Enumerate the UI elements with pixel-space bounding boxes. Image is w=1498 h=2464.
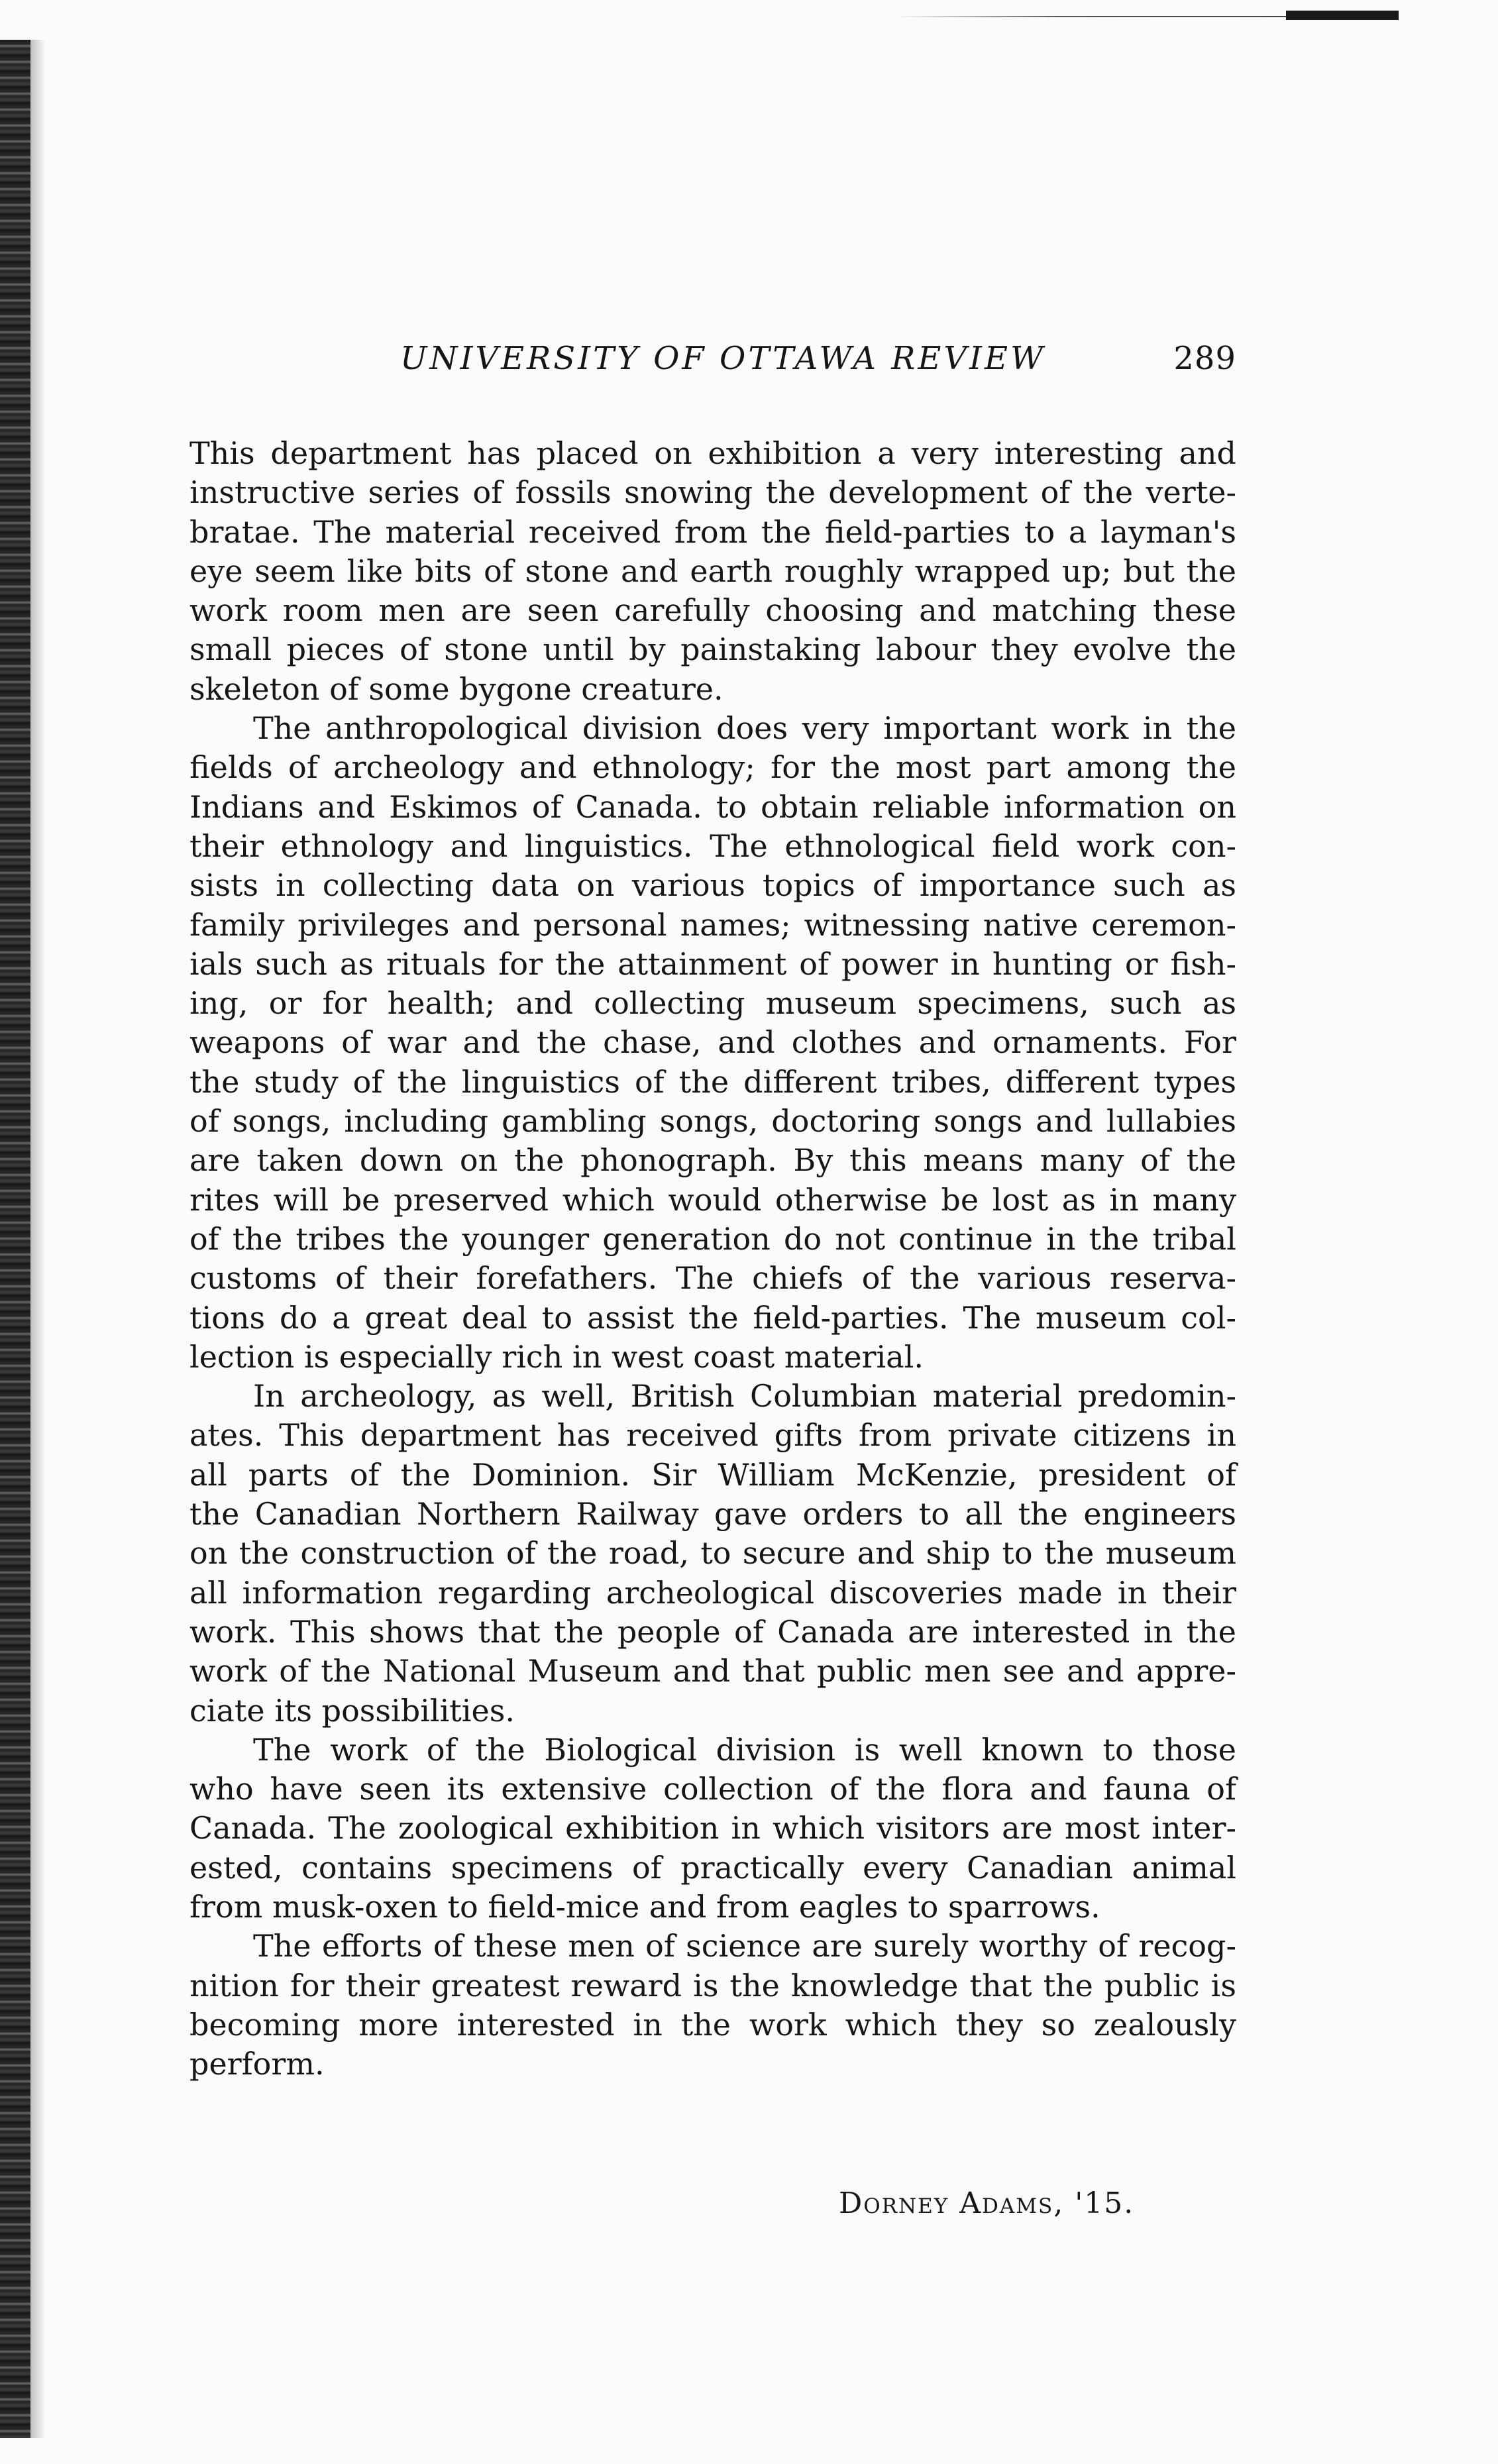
text-line: of the tribes the younger generation do not continue in the tribal (189, 1220, 1236, 1257)
text-line: all parts of the Dominion. Sir William McKenzie, president of (189, 1456, 1236, 1493)
text-line: ciate its possibilities. (189, 1692, 515, 1729)
scan-artifact-mark (895, 7, 1399, 24)
scan-artifact-bar (1286, 11, 1399, 20)
text-line: on the construction of the road, to secure and ship to the museum (189, 1535, 1236, 1572)
text-line: Canada. The zoological exhibition in which visitors are most inter- (189, 1810, 1236, 1847)
text-line: of songs, including gambling songs, doctoring songs and lullabies (189, 1103, 1236, 1140)
text-line: their ethnology and linguistics. The ethnological field work con- (189, 828, 1236, 864)
running-header (189, 335, 1236, 388)
text-line: the study of the linguistics of the different tribes, different types (189, 1063, 1236, 1100)
text-line: skeleton of some bygone creature. (189, 670, 723, 707)
article-body (189, 434, 1236, 2084)
text-line: the Canadian Northern Railway gave orders to all the engineers (189, 1496, 1236, 1532)
author-signature: Dorney Adams, '15. (839, 2186, 1135, 2220)
text-line: ing, or for health; and collecting museum specimens, such as (189, 985, 1236, 1022)
text-line: bratae. The material received from the field-parties to a layman's (189, 513, 1236, 550)
journal-title: UNIVERSITY OF OTTAWA REVIEW (400, 340, 1046, 377)
text-line: from musk-oxen to field-mice and from eagles to sparrows. (189, 1888, 1100, 1925)
text-line: ested, contains specimens of practically every Canadian animal (189, 1849, 1236, 1886)
text-line: fields of archeology and ethnology; for the most part among the (189, 749, 1236, 786)
text-line: family privileges and personal names; witnessing native ceremon- (189, 906, 1236, 943)
text-line: all information regarding archeological discoveries made in their (189, 1574, 1236, 1611)
text-line: work. This shows that the people of Canada are interested in the (189, 1613, 1236, 1650)
text-line: becoming more interested in the work which they so zealously (189, 2006, 1236, 2043)
text-line: Indians and Eskimos of Canada. to obtain reliable information on (189, 788, 1236, 825)
paragraph-start-line: The efforts of these men of science are surely worthy of recog- (253, 1928, 1236, 1964)
text-line: nition for their greatest reward is the knowledge that the public is (189, 1967, 1236, 2004)
page-number: 289 (1173, 340, 1236, 377)
text-line: perform. (189, 2046, 325, 2082)
text-line: instructive series of fossils snowing the development of the verte- (189, 474, 1236, 511)
text-line: work of the National Museum and that public men see and appre- (189, 1653, 1236, 1689)
scan-artifact-line (895, 16, 1312, 17)
binding-shadow (30, 40, 45, 2438)
text-line: lection is especially rich in west coast material. (189, 1338, 924, 1375)
paragraph-start-line: The work of the Biological division is well known to those (253, 1731, 1236, 1768)
text-line: rites will be preserved which would otherwise be lost as in many (189, 1181, 1236, 1218)
text-line: small pieces of stone until by painstaking labour they evolve the (189, 631, 1236, 668)
paragraph-start-line: The anthropological division does very important work in the (253, 710, 1236, 747)
text-line: weapons of war and the chase, and clothes and ornaments. For (189, 1024, 1236, 1061)
text-line: tions do a great deal to assist the field-parties. The museum col- (189, 1299, 1236, 1336)
text-line: sists in collecting data on various topics of importance such as (189, 867, 1236, 904)
text-line: customs of their forefathers. The chiefs of the various reserva- (189, 1260, 1236, 1297)
text-line: who have seen its extensive collection of the flora and fauna of (189, 1771, 1236, 1807)
text-line: ates. This department has received gifts from private citizens in (189, 1417, 1236, 1454)
text-line: work room men are seen carefully choosing and matching these (189, 592, 1236, 629)
paragraph-start-line: In archeology, as well, British Columbian material predomin- (253, 1378, 1236, 1415)
text-line: eye seem like bits of stone and earth roughly wrapped up; but the (189, 553, 1236, 589)
scanned-binding-edge (0, 40, 30, 2438)
text-line: ials such as rituals for the attainment of power in hunting or fish- (189, 945, 1236, 982)
text-line: are taken down on the phonograph. By this means many of the (189, 1142, 1236, 1179)
text-line: This department has placed on exhibition a very interesting and (189, 435, 1236, 471)
